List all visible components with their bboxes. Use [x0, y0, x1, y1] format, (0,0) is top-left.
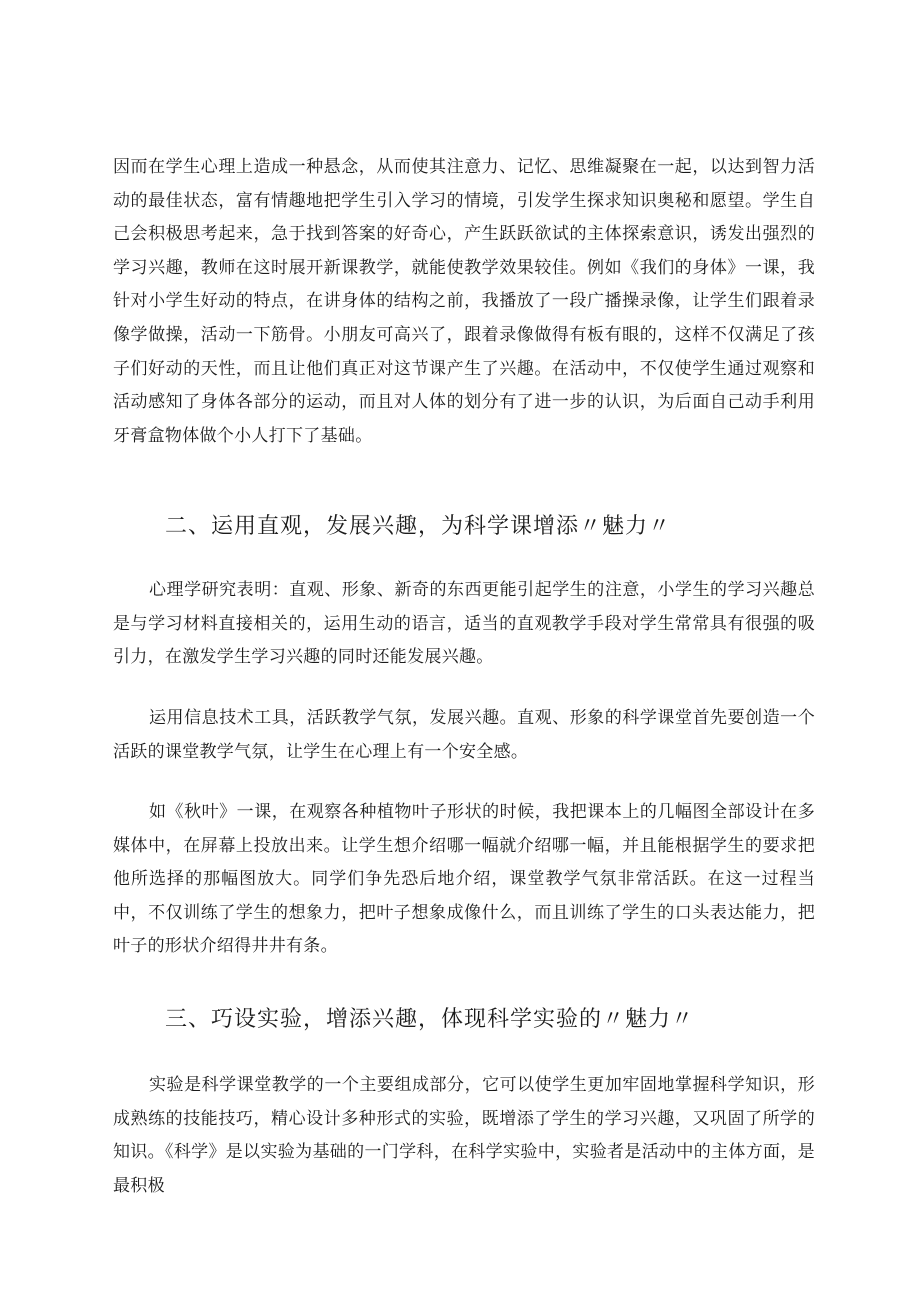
paragraph-body-3: 运用信息技术工具，活跃教学气氛，发展兴趣。直观、形象的科学课堂首先要创造一个活跃的课堂教学气氛，让学生在心理上有一个安全感。 — [113, 708, 815, 762]
paragraph-body-5: 实验是科学课堂教学的一个主要组成部分，它可以使学生更加牢固地掌握科学知识，形成熟练的技能技巧，精心设计多种形式的实验，既增添了学生的学习兴趣，又巩固了所学的知识。《科学》是以实验为基础的一门学科，在科学实验中，实验者是活动中的主体方面，是最积极 — [113, 1075, 815, 1196]
paragraph-body-1: 因而在学生心理上造成一种悬念，从而使其注意力、记忆、思维凝聚在一起，以达到智力活动的最佳状态，富有情趣地把学生引入学习的情境，引发学生探求知识奥秘和愿望。学生自己会积极思考起来，急于找到答案的好奇心，产生跃跃欲试的主体探索意识，诱发出强烈的学习兴趣，教师在这时展开新课教学，就能使教学效果较佳。例如《我们的身体》一课，我针对小学生好动的特点，在讲身体的结构之前，我播放了一段广播操录像，让学生们跟着录像学做操，活动一下筋骨。小朋友可高兴了，跟着录像做得有板有眼的，这样不仅满足了孩子们好动的天性，而且让他们真正对这节课产生了兴趣。在活动中，不仅使学生通过观察和活动感知了身体各部分的运动，而且对人体的划分有了进一步的认识，为后面自己动手利用牙膏盒物体做个小人打下了基础。 — [113, 157, 815, 446]
section-heading-3: 三、巧设实验，增添兴趣，体现科学实验的〃魅力〃 — [165, 1007, 695, 1032]
paragraph-body-4: 如《秋叶》一课，在观察各种植物叶子形状的时候，我把课本上的几幅图全部设计在多媒体中，在屏幕上投放出来。让学生想介绍哪一幅就介绍哪一幅，并且能根据学生的要求把他所选择的那幅图放大。同学们争先恐后地介绍，课堂教学气氛非常活跃。在这一过程当中，不仅训练了学生的想象力，把叶子想象成像什么，而且训练了学生的口头表达能力，把叶子的形状介绍得井井有条。 — [113, 802, 815, 957]
paragraph-body-2: 心理学研究表明：直观、形象、新奇的东西更能引起学生的注意，小学生的学习兴趣总是与学习材料直接相关的，运用生动的语言，适当的直观教学手段对学生常常具有很强的吸引力，在激发学生学习兴趣的同时还能发展兴趣。 — [113, 580, 815, 668]
section-heading-2: 二、运用直观，发展兴趣，为科学课增添〃魅力〃 — [165, 514, 672, 539]
